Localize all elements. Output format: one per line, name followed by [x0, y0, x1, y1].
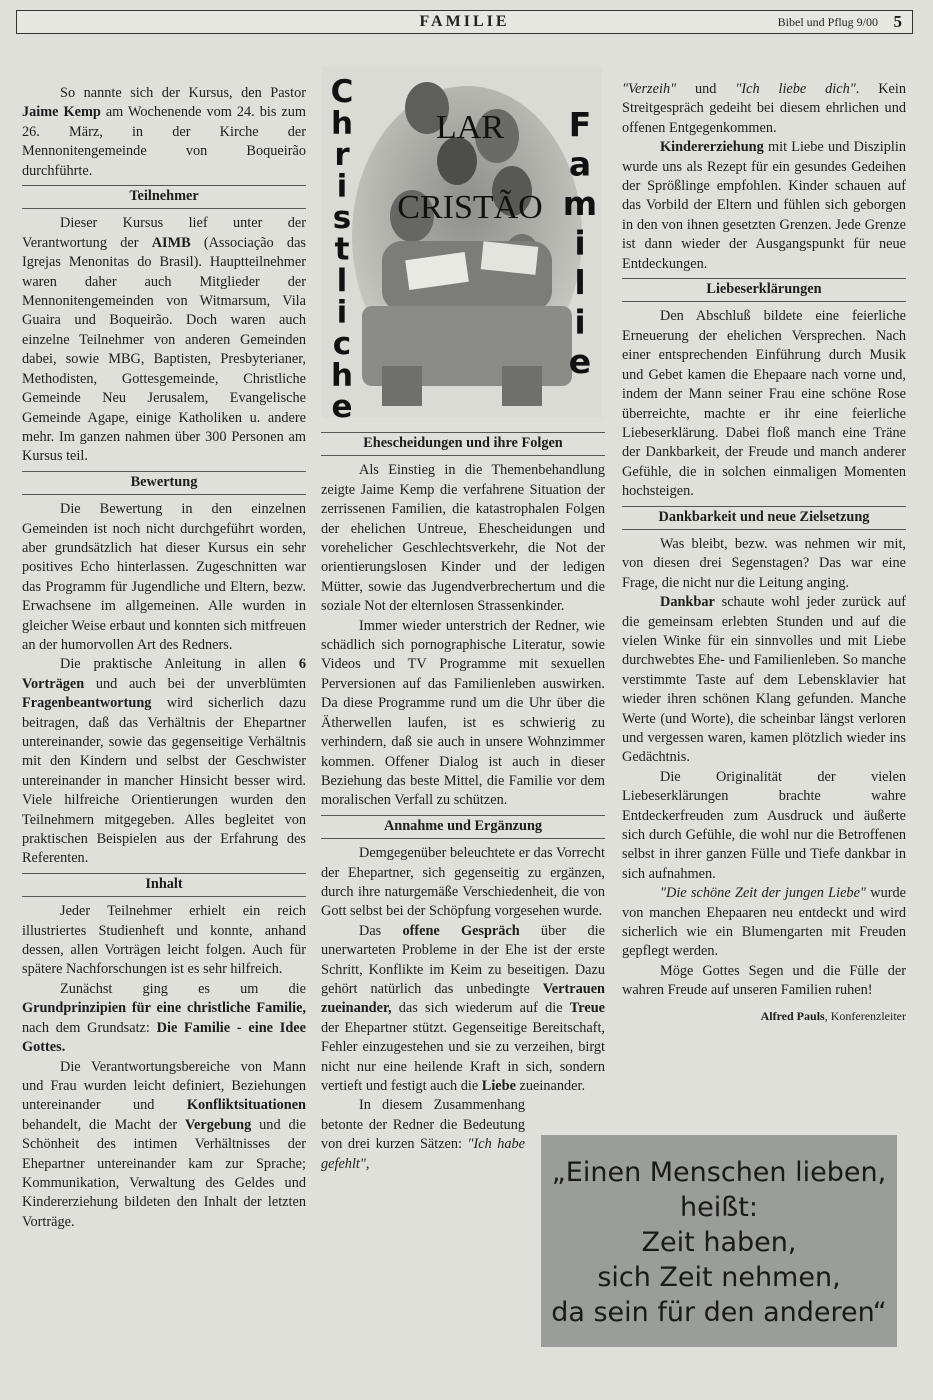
- ehe-paragraph-1: Als Einstieg in die Themenbehandlung zeigte Jaime Kemp die verfahrene Situation der zerrissenen Familien, die katastrophalen Folgen der ehelichen Untreue, Ehescheidungen und vorehelicher Geschlechtsverkehr, die Not der orientierungslosen Kinder und der ledigen Mütter, sowie das Jugendverbrechertum und die soziale Not der elternlosen Strassenkinder.: [321, 462, 605, 615]
- illustration-title-1: LAR: [436, 109, 504, 146]
- subheading-dankbarkeit: Dankbarkeit und neue Zielsetzung: [622, 506, 906, 530]
- quote-line: Zeit haben,: [641, 1227, 797, 1258]
- kindererziehung-paragraph: Kindererziehung mit Liebe und Disziplin wurde uns als Rezept für ein gesundes Gedeihen der Sprößlinge empfohlen. Kinder schauen auf das Vorbild der Eltern und fühlen sich geborgen in den von ihnen gesetzten Grenzen. Jede Grenze ist dann wieder der Ausgangspunkt für neue Entdeckungen.: [622, 139, 906, 272]
- dank-paragraph-2: Dankbar schaute wohl jeder zurück auf die gemeinsam erlebten Stunden und auf die vielen Winke für ein sinnvolles und mit Liebe durchwebtes Ehe- und Familienleben. So manche verstimmte Taste auf dem Lebensklavier hat wieder ihren schönen Klang gefunden. Manche Werte (und Worte), die scheinbar längst verloren und vergessen waren, kamen plötzlich wieder ins Gedächtnis.: [622, 594, 906, 766]
- liebe-paragraph: Den Abschluß bildete eine feierliche Erneuerung der ehelichen Versprechen. Nach einer entsprechenden Einführung durch Musik und Gebet kamen die Ehepaare nach vorne und, indem der Mann seiner Frau eine schöne Rose überreichte, machte er ihr eine feierliche Liebeserklärung. Dabei floß manch eine Träne der Dankbarkeit, der Freude und manch anderer Gefühle, die in solchen einmaligen Momenten hochsteigen.: [622, 308, 906, 500]
- subheading-liebeserklaerungen: Liebeserklärungen: [622, 278, 906, 302]
- illustration-left-vertical: C h r i s t l i c h e: [330, 74, 354, 418]
- annahme-paragraph-1: Demgegenüber beleuchtete er das Vorrecht der Ehepartner, sich gegenseitig zu ergänzen, durch ihre naturgemäße Verschiedenheit, die von Gott selbst bei der Schöpfung vorgesehen wurde.: [321, 845, 605, 920]
- lar-cristao-illustration: [322, 66, 602, 418]
- dank-paragraph-5: Möge Gottes Segen und die Fülle der wahren Freude auf unseren Familien ruhen!: [622, 962, 906, 999]
- quote-line: heißt:: [680, 1192, 758, 1223]
- page-header: [16, 10, 913, 34]
- inhalt-paragraph-3: Die Verantwortungsbereiche von Mann und Frau wurden leicht definiert, Beziehungen untereinander und Konfliktsituationen behandelt, die Macht der Vergebung und die Schönheit des intimen Verhältnisses der Ehepartner untereinander kam zur Sprache; Kommunikation, Verwaltung des Geldes und Kindererziehung bildeten den Inhalt der letzten Vorträge.: [22, 1058, 306, 1230]
- intro-paragraph: So nannte sich der Kursus, den Pastor Jaime Kemp am Wochenende vom 24. bis zum 26. März, in der Kirche der Mennonitengemeinde von Boqueirão durchführte.: [22, 85, 306, 179]
- section-title: FAMILIE: [419, 13, 510, 30]
- issue-label: Bibel und Pflug 9/00: [777, 15, 878, 29]
- signature: Alfred Pauls, Konferenzleiter: [760, 1008, 906, 1023]
- dank-paragraph-4: "Die schöne Zeit der jungen Liebe" wurde von manchen Ehepaaren neu entdeckt und wird sicherlich wie ein Blumengarten mit Freuden gepflegt werden.: [622, 885, 906, 960]
- annahme-paragraph-2: Das offene Gespräch über die unerwarteten Probleme in der Ehe ist der erste Schritt, Konflikte im Keim zu beseitigen. Dazu gehört natürlich das unbedingte Vertrauen zueinander, das sich wiederum auf die Treue der Ehepartner stützt. Gegenseitige Bereitschaft, Fehler einzugestehen und sie zu verzeihen, birgt nicht nur eine heilende Kraft in sich, sondern vertieft und festigt auch die Liebe zueinander.: [321, 922, 605, 1094]
- column-1: [22, 84, 306, 1232]
- illustration-right-vertical: F a m i l i e: [562, 105, 598, 381]
- bewertung-paragraph-2: Die praktische Anleitung in allen 6 Vorträgen und auch bei der unverblümten Fragenbeantwortung wird sicherlich dazu beitragen, daß das Verhältnis der Ehepartner untereinander, sowie das gegenseitige Verhältnis mit den Kindern und selbst der Geschwister untereinander in mancher Hinsicht besser wird. Viele hilfreiche Orientierungen wurden den Teilnehmern mitgegeben. Alles begleitet von praktischen Beispielen aus der Erfahrung des Referenten.: [22, 656, 306, 867]
- column-2: [321, 428, 605, 1174]
- quote-box: [541, 1135, 897, 1347]
- illustration-title-2: CRISTÃO: [397, 189, 543, 226]
- continued-paragraph: "Verzeih" und "Ich liebe dich". Kein Streitgespräch gedeiht bei diesem ehrlichen und offenen Entgegenkommen.: [622, 81, 906, 136]
- dank-paragraph-3: Die Originalität der vielen Liebeserklärungen brachte wahre Entdeckerfreuden zum Ausdruck und äußerte sich durch Gefühle, die wohl nur die Betroffenen selbst in ihrer ganzen Fülle und Tiefe dankbar in sich aufnahmen.: [622, 768, 906, 882]
- subheading-inhalt: Inhalt: [22, 873, 306, 897]
- column-3: [622, 80, 906, 1026]
- teilnehmer-paragraph: Dieser Kursus lief unter der Verantwortung der AIMB (Associação das Igrejas Menonitas do Brasil). Hauptteilnehmer waren daher auch Mitglieder der Mennonitengemeinden von Witmarsum, Vila Guaira und Boqueirão. Doch waren auch einzelne Teilnehmer von anderen Gemeinden dabei, sowie MBG, Baptisten, Presbyterianer, Methodisten, Gottesgemeinde, Christliche Gemeinde Neu Jerusalem, Evangelische Gemeinde Agape, einige Katholiken u. andere mehr. Im ganzen nahmen über 300 Personen am Kursus teil.: [22, 215, 306, 465]
- quote-line: „Einen Menschen lieben,: [551, 1157, 887, 1188]
- page-number: 5: [893, 12, 902, 31]
- annahme-paragraph-3: In diesem Zusammenhang betonte der Redner die Bedeutung von drei kurzen Sätzen: "Ich habe gefehlt",: [321, 1097, 526, 1172]
- subheading-teilnehmer: Teilnehmer: [22, 185, 306, 209]
- inhalt-paragraph-2: Zunächst ging es um die Grundprinzipien für eine christliche Familie, nach dem Grundsatz: Die Familie - eine Idee Gottes.: [22, 980, 306, 1056]
- subheading-ehescheidungen: Ehescheidungen und ihre Folgen: [321, 432, 605, 456]
- subheading-bewertung: Bewertung: [22, 471, 306, 495]
- quote-line: sich Zeit nehmen,: [597, 1262, 841, 1293]
- subheading-annahme: Annahme und Ergänzung: [321, 815, 605, 839]
- dank-paragraph-1: Was bleibt, bezw. was nehmen wir mit, von diesen drei Segenstagen? Das war eine Frage, die nicht nur die Leitung anging.: [622, 535, 906, 591]
- quote-line: da sein für den anderen“: [551, 1297, 887, 1328]
- ehe-paragraph-2: Immer wieder unterstrich der Redner, wie schädlich sich pornographische Literatur, sowie Videos und TV Programme mit sexuellen Perversionen auf das Familienleben auswirken. Da diese Programme rund um die Uhr über die Ätherwellen laufen, ist es schwierig zu verhindern, daß sie auch in unsere Wohnzimmer kommen. Offener Dialog ist auch in dieser Beziehung das beste Mittel, die Familie vor dem moralischen Verfall zu schützen.: [321, 617, 605, 809]
- inhalt-paragraph-1: Jeder Teilnehmer erhielt ein reich illustriertes Studienheft und konnte, anhand dessen, allen Vorträgen leicht folgen. Auch für spätere Nachforschungen ist es sehr hilfreich.: [22, 903, 306, 978]
- family-photo-graphic: [322, 66, 602, 418]
- bewertung-paragraph-1: Die Bewertung in den einzelnen Gemeinden ist noch nicht durchgeführt worden, aber grundsätzlich hat dieser Kursus ein sehr positives Echo hinterlassen. Zugeschnitten war das Programm für Jugendliche und Eltern, bezw. Erwachsene im allgemeinen. Alle wurden in gleicher Weise erbaut und konnten sich mitfreuen an der humorvollen Art des Redners.: [22, 501, 306, 653]
